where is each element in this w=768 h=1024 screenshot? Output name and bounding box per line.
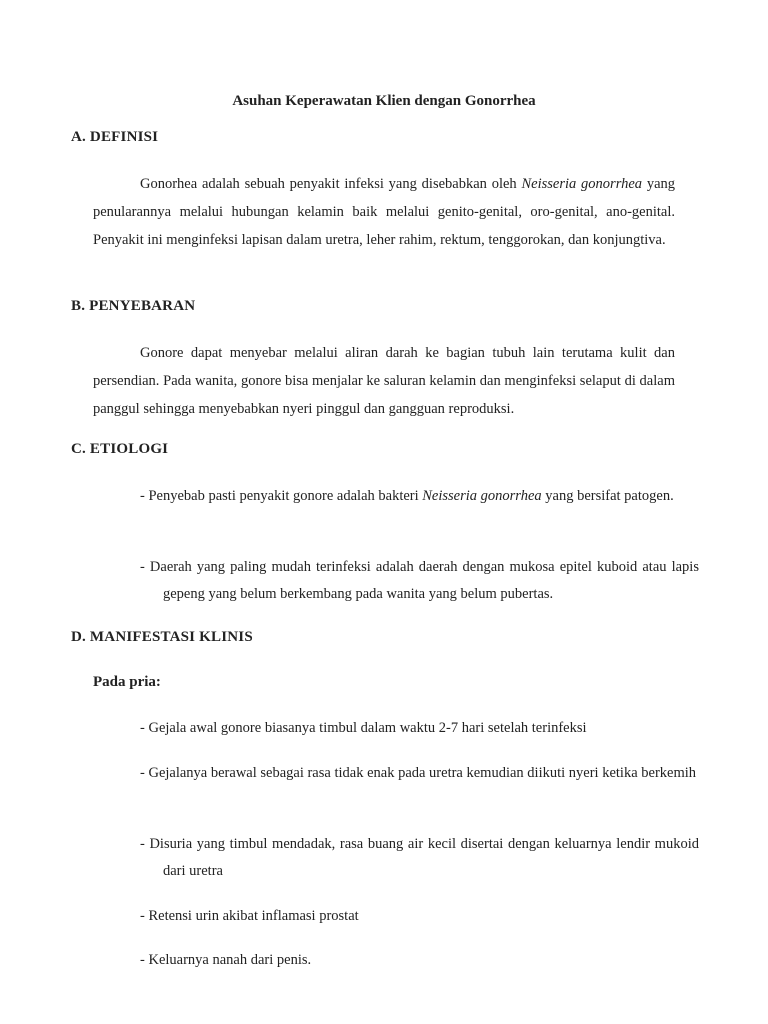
- list-item-text: Disuria yang timbul mendadak, rasa buang air kecil disertai dengan keluarnya lendir mukoid dari uretra: [149, 836, 699, 879]
- list-dash: -: [140, 720, 149, 736]
- heading-etiologi: C. ETIOLOGI: [71, 441, 169, 457]
- list-item-text: Keluarnya nanah dari penis.: [148, 952, 312, 968]
- list-item-manifestasi-1: [140, 715, 699, 742]
- organism-name: Neisseria gonorrhea: [521, 176, 643, 192]
- list-item-text: Gejalanya berawal sebagai rasa tidak enak pada uretra kemudian diikuti nyeri ketika berkemih: [148, 765, 697, 781]
- list-dash: -: [140, 765, 149, 781]
- heading-manifestasi-klinis: D. MANIFESTASI KLINIS: [71, 629, 253, 645]
- list-item-text: Retensi urin akibat inflamasi prostat: [148, 908, 359, 924]
- list-item-text: Daerah yang paling mudah terinfeksi adalah daerah dengan mukosa epitel kuboid atau lapis gepeng yang belum berkembang pada wanita yang belum pubertas.: [149, 559, 699, 602]
- list-item-manifestasi-4: [140, 903, 699, 930]
- list-dash: -: [140, 488, 149, 504]
- list-item-manifestasi-5: [140, 947, 699, 974]
- list-item-text-1: Penyebab pasti penyakit gonore adalah bakteri: [148, 488, 423, 504]
- list-dash: -: [140, 952, 149, 968]
- paragraph-definisi-text-1: Gonorhea adalah sebuah penyakit infeksi yang disebabkan oleh: [140, 176, 522, 192]
- list-item-etiologi-2: [140, 554, 699, 608]
- paragraph-definisi-text-2: yang penularannya melalui hubungan kelamin baik melalui genito-genital, oro-genital, ano-genital. Penyakit ini menginfeksi lapisan dalam uretra, leher rahim, rektum, tenggorokan, dan konjungtiva.: [93, 176, 676, 248]
- list-item-etiologi-1: [140, 483, 699, 510]
- subheading-pada-pria: Pada pria:: [93, 674, 161, 690]
- list-dash: -: [140, 908, 149, 924]
- paragraph-penyebaran: Gonore dapat menyebar melalui aliran darah ke bagian tubuh lain terutama kulit dan persendian. Pada wanita, gonore bisa menjalar ke saluran kelamin dan menginfeksi selaput di dalam panggul sehingga menyebabkan nyeri pinggul dan gangguan reproduksi.: [93, 345, 675, 417]
- document-title: Asuhan Keperawatan Klien dengan Gonorrhea: [232, 93, 536, 109]
- list-item-manifestasi-3: [140, 831, 699, 885]
- list-item-text-2: yang bersifat patogen.: [541, 488, 674, 504]
- heading-definisi: A. DEFINISI: [71, 129, 159, 145]
- organism-name: Neisseria gonorrhea: [422, 488, 542, 504]
- list-item-manifestasi-2: [140, 760, 699, 787]
- paragraph-definisi: [93, 170, 675, 254]
- list-dash: -: [140, 836, 150, 852]
- heading-penyebaran: B. PENYEBARAN: [71, 298, 196, 314]
- list-dash: -: [140, 559, 150, 575]
- list-item-text: Gejala awal gonore biasanya timbul dalam waktu 2-7 hari setelah terinfeksi: [148, 720, 587, 736]
